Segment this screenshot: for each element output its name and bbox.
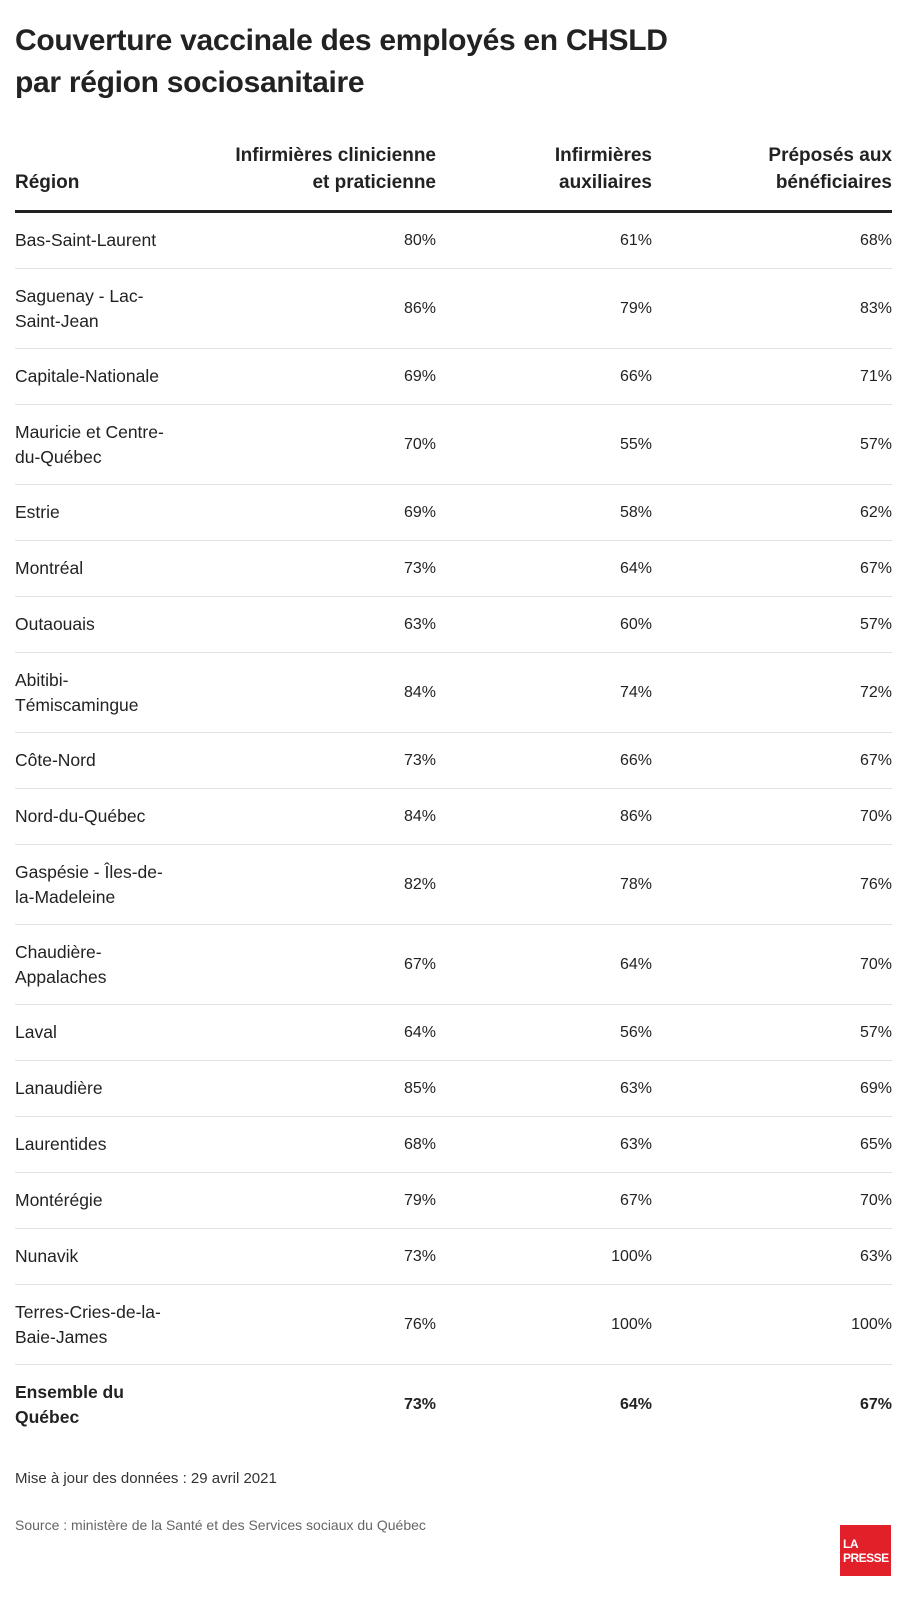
header-col1-line1: Infirmières clinicienne <box>235 145 436 166</box>
title-line-2: par région sociosanitaire <box>15 66 365 99</box>
table-row <box>15 925 892 1005</box>
table-row-total <box>15 1365 892 1445</box>
value-cell-col1: 84% <box>403 683 436 701</box>
value-cell-col2: 63% <box>619 1135 652 1153</box>
value-cell-col3: 65% <box>859 1135 892 1153</box>
region-cell <box>15 1244 190 1269</box>
value-cell-col3: 70% <box>859 807 892 825</box>
region-cell <box>15 860 190 910</box>
value-cell-col2: 100% <box>611 1247 652 1265</box>
value-cell-col2: 86% <box>619 807 652 825</box>
value-cell-col3: 68% <box>859 231 892 249</box>
value-cell-col3: 57% <box>859 435 892 453</box>
value-cell-col1: 73% <box>403 1247 436 1265</box>
table-row <box>15 213 892 269</box>
value-cell-col1: 82% <box>403 875 436 893</box>
region-line-1: Capitale-Nationale <box>15 366 159 386</box>
table-row <box>15 845 892 925</box>
region-cell <box>15 1300 190 1350</box>
region-line-1: Chaudière- <box>15 941 102 962</box>
value-cell-col1: 76% <box>403 1315 436 1333</box>
region-line-1: Outaouais <box>15 614 95 634</box>
region-line-1: Bas-Saint-Laurent <box>15 230 157 250</box>
value-cell-col3: 67% <box>859 1396 892 1413</box>
region-line-2: Baie-James <box>15 1326 108 1347</box>
region-line-1: Abitibi- <box>15 669 69 690</box>
value-cell-col3: 69% <box>859 1079 892 1097</box>
source-note: Source : ministère de la Santé et des Services sociaux du Québec <box>15 1517 426 1533</box>
region-cell <box>15 804 190 829</box>
value-cell-col2: 74% <box>619 683 652 701</box>
region-cell <box>15 1132 190 1157</box>
value-cell-col3: 70% <box>859 955 892 973</box>
table-row <box>15 1173 892 1229</box>
header-col2-line1: Infirmières <box>554 145 652 166</box>
table-row <box>15 541 892 597</box>
header-infirmieres-auxiliaires <box>452 142 652 196</box>
region-line-1: Ensemble du <box>15 1382 124 1402</box>
region-line-1: Laurentides <box>15 1134 107 1154</box>
region-line-2: la-Madeleine <box>15 886 116 907</box>
value-cell-col1: 73% <box>403 1396 436 1413</box>
value-cell-col2: 79% <box>619 299 652 317</box>
header-preposes-beneficiaires <box>692 142 892 196</box>
title-line-1: Couverture vaccinale des employés en CHSLD <box>15 24 668 57</box>
region-line-1: Gaspésie - Îles-de- <box>15 861 163 882</box>
region-line-2: Québec <box>15 1407 80 1427</box>
table-row <box>15 349 892 405</box>
table-row <box>15 1229 892 1285</box>
value-cell-col1: 69% <box>403 367 436 385</box>
region-line-1: Côte-Nord <box>15 750 96 770</box>
region-cell <box>15 556 190 581</box>
table-header <box>15 142 892 213</box>
value-cell-col1: 70% <box>403 435 436 453</box>
value-cell-col1: 79% <box>403 1191 436 1209</box>
value-cell-col3: 57% <box>859 1023 892 1041</box>
value-cell-col3: 71% <box>859 367 892 385</box>
value-cell-col1: 73% <box>403 559 436 577</box>
table-row <box>15 597 892 653</box>
value-cell-col2: 64% <box>619 559 652 577</box>
region-line-1: Lanaudière <box>15 1078 103 1098</box>
table-row <box>15 1285 892 1365</box>
value-cell-col1: 80% <box>403 231 436 249</box>
region-line-2: Saint-Jean <box>15 310 99 331</box>
value-cell-col3: 67% <box>859 751 892 769</box>
table-row <box>15 1117 892 1173</box>
region-cell <box>15 940 190 990</box>
region-cell <box>15 1188 190 1213</box>
value-cell-col1: 85% <box>403 1079 436 1097</box>
value-cell-col1: 64% <box>403 1023 436 1041</box>
region-cell <box>15 748 190 773</box>
value-cell-col2: 64% <box>619 955 652 973</box>
logo-line-2: PRESSE <box>843 1550 889 1565</box>
value-cell-col2: 55% <box>619 435 652 453</box>
region-cell <box>15 1020 190 1045</box>
region-cell <box>15 364 190 389</box>
page-title <box>15 20 895 104</box>
logo-line-1: LA <box>843 1536 858 1551</box>
value-cell-col2: 60% <box>619 615 652 633</box>
value-cell-col3: 63% <box>859 1247 892 1265</box>
value-cell-col1: 67% <box>403 955 436 973</box>
value-cell-col3: 76% <box>859 875 892 893</box>
value-cell-col2: 66% <box>619 367 652 385</box>
header-infirmieres-cliniciennes <box>176 142 436 196</box>
table-row <box>15 653 892 733</box>
table-body <box>15 213 892 1445</box>
value-cell-col2: 64% <box>619 1396 652 1413</box>
region-cell <box>15 284 190 334</box>
region-line-2: du-Québec <box>15 446 102 467</box>
region-line-1: Terres-Cries-de-la- <box>15 1301 161 1322</box>
region-line-1: Mauricie et Centre- <box>15 421 164 442</box>
value-cell-col2: 56% <box>619 1023 652 1041</box>
value-cell-col2: 67% <box>619 1191 652 1209</box>
value-cell-col2: 61% <box>619 231 652 249</box>
value-cell-col3: 83% <box>859 299 892 317</box>
header-col2-line2: auxiliaires <box>559 172 652 193</box>
region-line-1: Saguenay - Lac- <box>15 285 144 306</box>
la-presse-logo <box>840 1525 891 1576</box>
value-cell-col2: 100% <box>611 1315 652 1333</box>
region-line-2: Appalaches <box>15 966 107 987</box>
region-cell <box>15 420 190 470</box>
table-row <box>15 269 892 349</box>
table-row <box>15 733 892 789</box>
value-cell-col1: 68% <box>403 1135 436 1153</box>
value-cell-col3: 72% <box>859 683 892 701</box>
vaccination-table <box>15 142 892 1445</box>
table-row <box>15 789 892 845</box>
value-cell-col3: 100% <box>851 1315 892 1333</box>
region-cell <box>15 612 190 637</box>
region-cell <box>15 228 190 253</box>
value-cell-col2: 58% <box>619 503 652 521</box>
value-cell-col3: 70% <box>859 1191 892 1209</box>
value-cell-col3: 62% <box>859 503 892 521</box>
region-cell <box>15 500 190 525</box>
header-region: Région <box>15 172 80 193</box>
value-cell-col3: 67% <box>859 559 892 577</box>
region-line-1: Nunavik <box>15 1246 79 1266</box>
value-cell-col3: 57% <box>859 615 892 633</box>
table-row <box>15 1061 892 1117</box>
table-row <box>15 485 892 541</box>
update-date: Mise à jour des données : 29 avril 2021 <box>15 1470 277 1487</box>
value-cell-col1: 63% <box>403 615 436 633</box>
value-cell-col1: 86% <box>403 299 436 317</box>
region-line-1: Estrie <box>15 502 60 522</box>
table-row <box>15 405 892 485</box>
value-cell-col1: 84% <box>403 807 436 825</box>
region-line-1: Montérégie <box>15 1190 103 1210</box>
value-cell-col2: 78% <box>619 875 652 893</box>
region-line-2: Témiscamingue <box>15 694 139 715</box>
region-cell <box>15 1076 190 1101</box>
value-cell-col2: 66% <box>619 751 652 769</box>
value-cell-col2: 63% <box>619 1079 652 1097</box>
value-cell-col1: 69% <box>403 503 436 521</box>
region-cell <box>15 1380 190 1430</box>
region-cell <box>15 668 190 718</box>
region-line-1: Nord-du-Québec <box>15 806 146 826</box>
region-line-1: Laval <box>15 1022 57 1042</box>
value-cell-col1: 73% <box>403 751 436 769</box>
header-col3-line2: bénéficiaires <box>775 172 892 193</box>
region-line-1: Montréal <box>15 558 84 578</box>
table-row <box>15 1005 892 1061</box>
header-col1-line2: et praticienne <box>312 172 436 193</box>
header-col3-line1: Préposés aux <box>768 145 892 166</box>
